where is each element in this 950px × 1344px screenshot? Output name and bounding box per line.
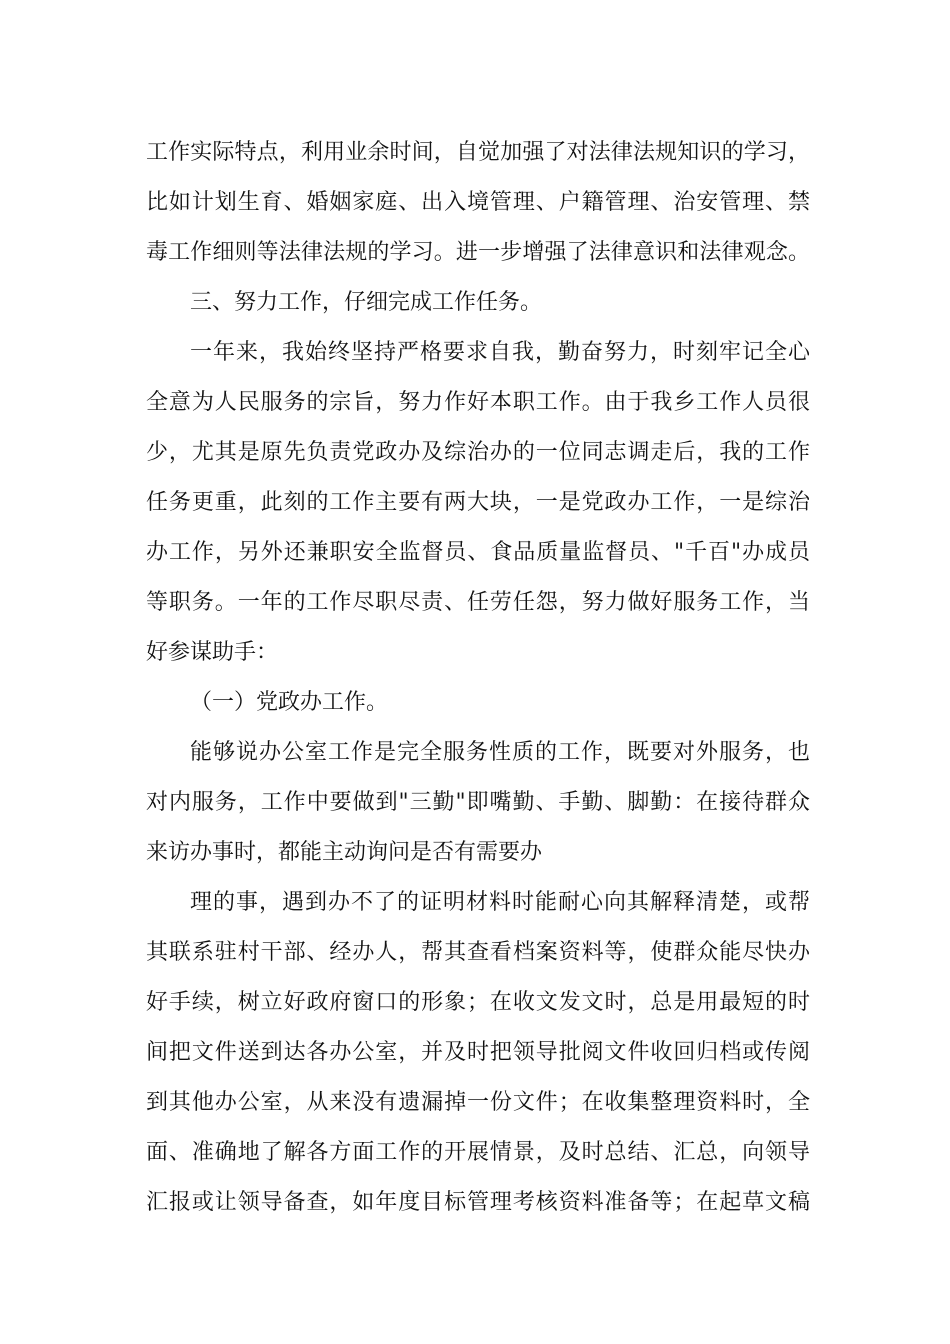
text-line: 其联系驻村干部、经办人，帮其查看档案资料等，使群众能尽快办	[146, 940, 810, 965]
text-line: 任务更重，此刻的工作主要有两大块，一是党政办工作，一是综治	[146, 490, 810, 515]
paragraph-start: 一年来，我始终坚持严格要求自我，勤奋努力，时刻牢记全心	[190, 340, 810, 365]
paragraph-start: 理的事，遇到办不了的证明材料时能耐心向其解释清楚，或帮	[190, 890, 810, 915]
text-line: 汇报或让领导备查，如年度目标管理考核资料准备等；在起草文稿	[146, 1190, 810, 1215]
text-line: 来访办事时，都能主动询问是否有需要办	[146, 840, 543, 865]
text-line: 等职务。一年的工作尽职尽责、任劳任怨，努力做好服务工作，当	[146, 590, 810, 615]
section-heading: 三、努力工作，仔细完成工作任务。	[190, 290, 543, 315]
text-line: 到其他办公室，从来没有遗漏掉一份文件；在收集整理资料时，全	[146, 1090, 810, 1115]
text-line: 间把文件送到达各办公室，并及时把领导批阅文件收回归档或传阅	[146, 1040, 810, 1065]
text-line: 好手续，树立好政府窗口的形象；在收文发文时，总是用最短的时	[146, 990, 810, 1015]
text-line: 好参谋助手：	[146, 640, 279, 665]
document-page	[146, 128, 810, 1228]
text-line: 全意为人民服务的宗旨，努力作好本职工作。由于我乡工作人员很	[146, 390, 810, 415]
text-line: 办工作，另外还兼职安全监督员、食品质量监督员、"千百"办成员	[146, 540, 810, 565]
text-line: 少，尤其是原先负责党政办及综治办的一位同志调走后，我的工作	[146, 440, 810, 465]
subsection-heading: （一）党政办工作。	[190, 690, 389, 715]
text-line: 面、准确地了解各方面工作的开展情景，及时总结、汇总，向领导	[146, 1140, 810, 1165]
text-line: 比如计划生育、婚姻家庭、出入境管理、户籍管理、治安管理、禁	[146, 190, 810, 215]
paragraph-start: 能够说办公室工作是完全服务性质的工作，既要对外服务，也	[190, 740, 810, 765]
text-line: 工作实际特点，利用业余时间，自觉加强了对法律法规知识的学习，	[146, 140, 810, 165]
text-line: 毒工作细则等法律法规的学习。进一步增强了法律意识和法律观念。	[146, 240, 810, 265]
text-line: 对内服务，工作中要做到"三勤"即嘴勤、手勤、脚勤：在接待群众	[146, 790, 810, 815]
